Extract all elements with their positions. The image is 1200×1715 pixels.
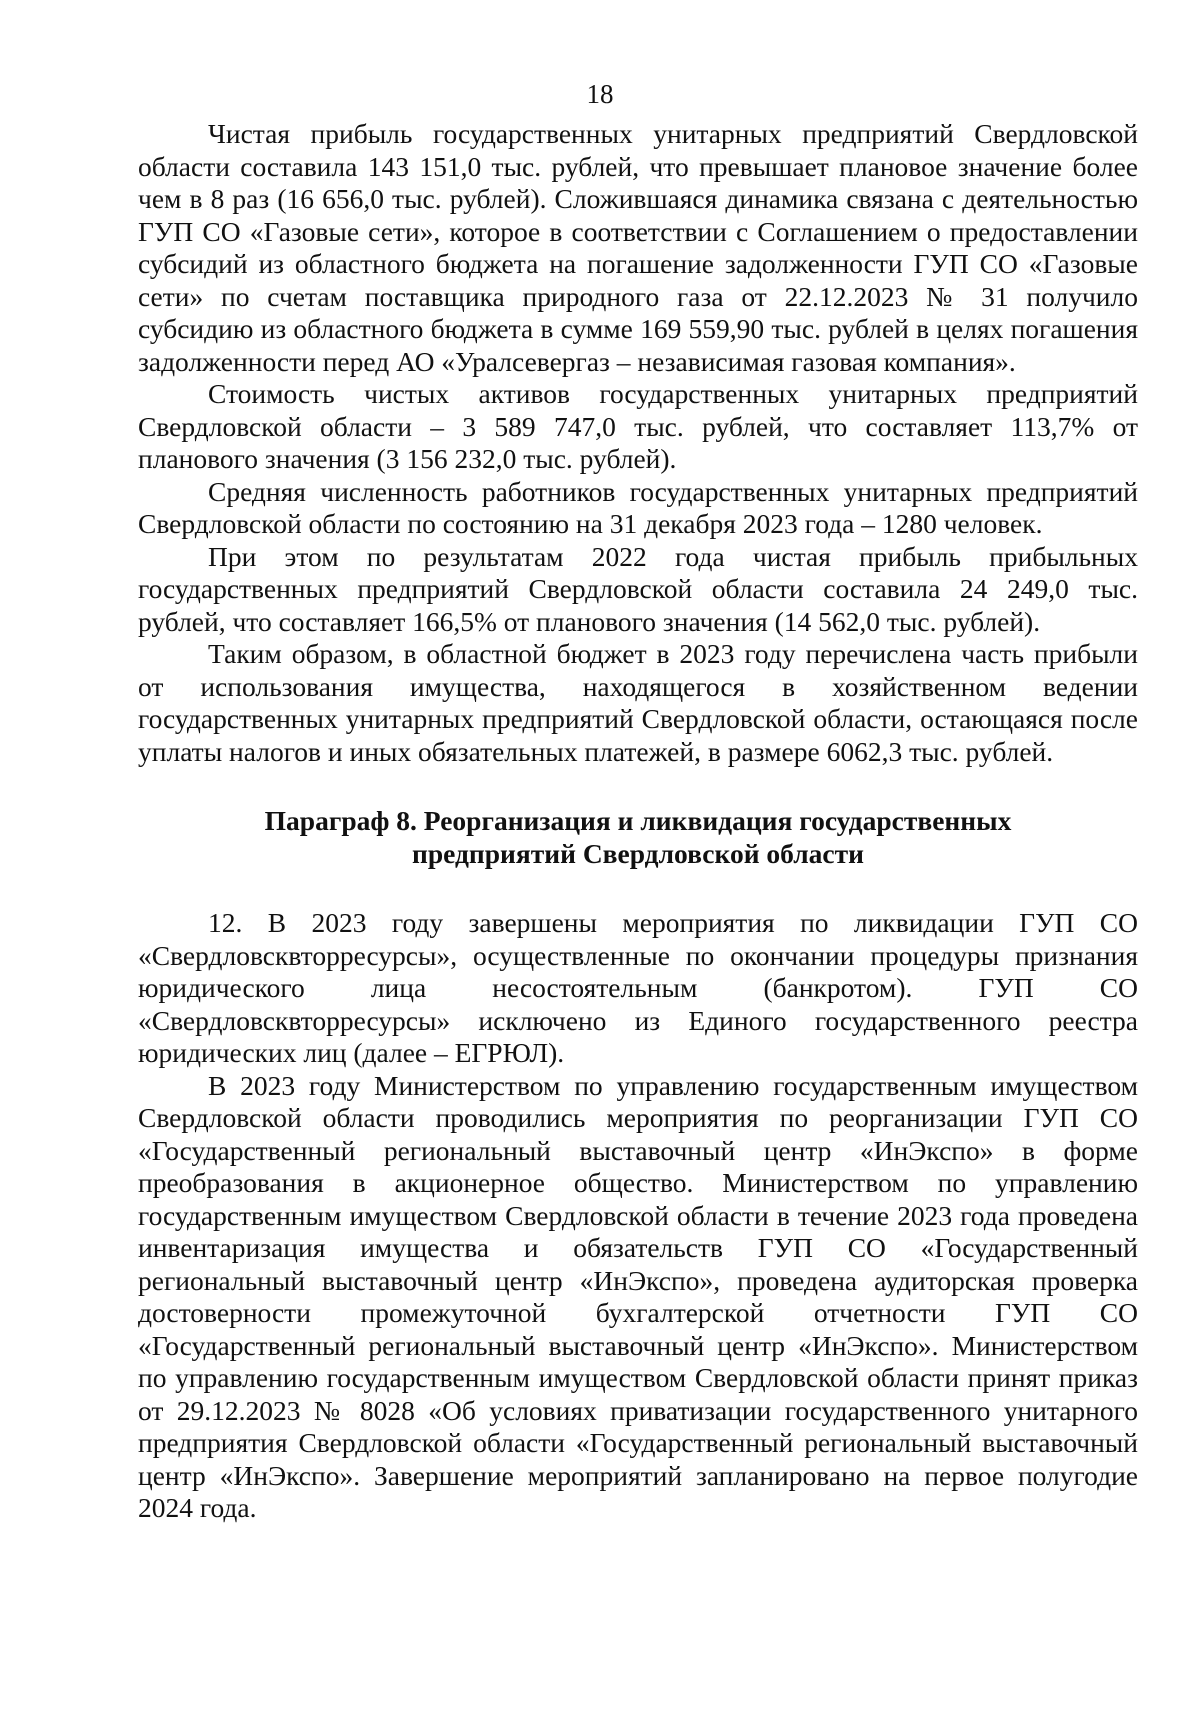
paragraph-net-assets: Стоимость чистых активов государственных унитарных предприятий Свердловской области – 3 589 747,0 тыс. рублей, что составляет 113,7% от планового значения (3 156 232,0 тыс. рублей). <box>138 378 1138 474</box>
paragraph-net-profit: Чистая прибыль государственных унитарных предприятий Свердловской области составила 143 151,0 тыс. рублей, что превышает плановое значение более чем в 8 раз (16 656,0 тыс. рублей). Сложившаяся динамика связана с деятельностью ГУП СО «Газовые сети», которое в соответствии с Соглашением о предоставлении субсидий из областного бюджета на погашение задолженности ГУП СО «Газовые сети» по счетам поставщика природного газа от 22.12.2023 № 31 получило субсидию из областного бюджета в сумме 169 559,90 тыс. рублей в целях погашения задолженности перед АО «Уралсевергаз – независимая газовая компания». <box>138 118 1138 377</box>
paragraph-reorganization: В 2023 году Министерством по управлению государственным имуществом Свердловской области проводились мероприятия по реорганизации ГУП СО «Государственный региональный выставочный центр «ИнЭкспо» в форме преобразования в акционерное общество. Министерством по управлению государственным имуществом Свердловской области в течение 2023 года проведена инвентаризация имущества и обязательств ГУП СО «Государственный региональный выставочный центр «ИнЭкспо», проведена аудиторская проверка достоверности промежуточной бухгалтерской отчетности ГУП СО «Государственный региональный выставочный центр «ИнЭкспо». Министерством по управлению государственным имуществом Свердловской области принят приказ от 29.12.2023 № 8028 «Об условиях приватизации государственного унитарного предприятия Свердловской области «Государственный региональный выставочный центр «ИнЭкспо». Завершение мероприятий запланировано на первое полугодие 2024 года. <box>138 1069 1138 1523</box>
section-heading <box>138 805 1138 870</box>
section-heading-line-1: Параграф 8. Реорганизация и ликвидация государственных <box>264 805 1012 836</box>
paragraph-liquidation: 12. В 2023 году завершены мероприятия по ликвидации ГУП СО «Свердловсквторресурсы», осуществленные по окончании процедуры признания юридического лица несостоятельным (банкротом). ГУП СО «Свердловсквторресурсы» исключено из Единого государственного реестра юридических лиц (далее – ЕГРЮЛ). <box>138 907 1138 1068</box>
document-body <box>138 118 1138 1525</box>
paragraph-budget-transfer: Таким образом, в областной бюджет в 2023 году перечислена часть прибыли от использования имущества, находящегося в хозяйственном ведении государственных унитарных предприятий Свердловской области, остающаяся после уплаты налогов и иных обязательных платежей, в размере 6062,3 тыс. рублей. <box>138 638 1138 767</box>
paragraph-2022-results: При этом по результатам 2022 года чистая прибыль прибыльных государственных предприятий Свердловской области составила 24 249,0 тыс. рублей, что составляет 166,5% от планового значения (14 562,0 тыс. рублей). <box>138 540 1138 637</box>
section-heading-line-2: предприятий Свердловской области <box>412 837 864 869</box>
page-number: 18 <box>586 79 614 109</box>
paragraph-headcount: Средняя численность работников государственных унитарных предприятий Свердловской области по состоянию на 31 декабря 2023 года – 1280 человек. <box>138 475 1138 539</box>
